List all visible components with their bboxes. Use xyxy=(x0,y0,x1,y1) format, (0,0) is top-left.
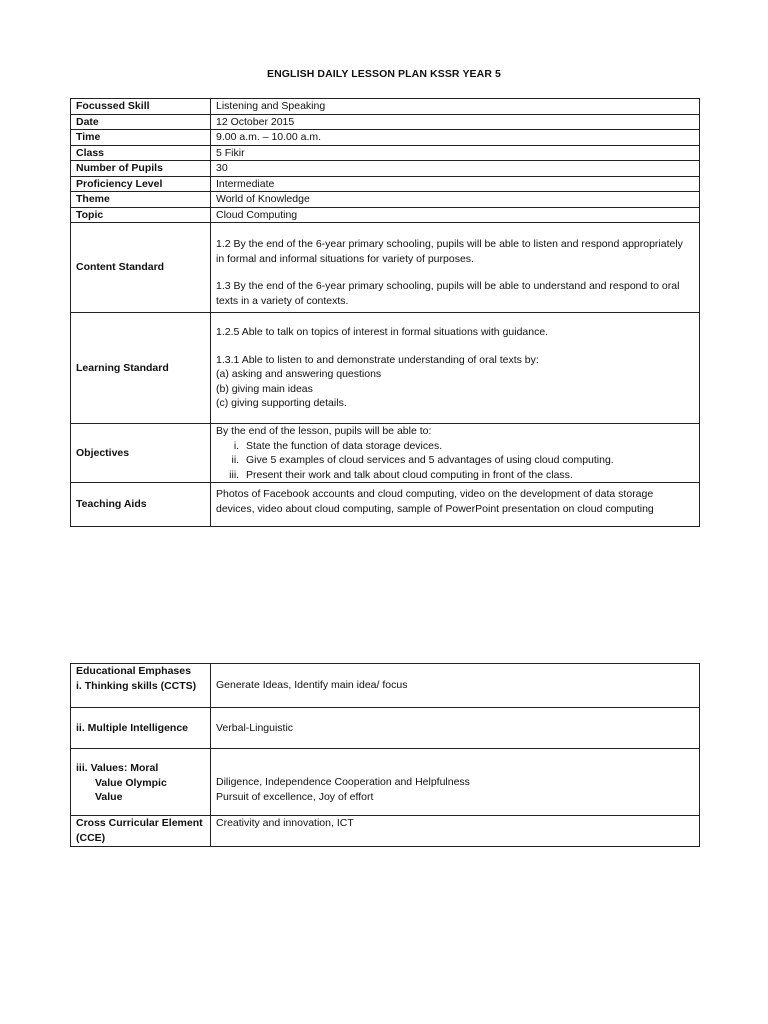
values-label xyxy=(71,749,211,816)
table-row xyxy=(71,114,700,130)
cce-value: Creativity and innovation, ICT xyxy=(211,816,700,847)
values-label-line: Value Olympic xyxy=(95,776,167,789)
table-row xyxy=(71,176,700,192)
teaching-aids-row xyxy=(71,483,700,527)
table-row xyxy=(71,145,700,161)
row-label: Proficiency Level xyxy=(71,176,211,192)
row-label: Theme xyxy=(71,192,211,208)
teaching-aids-value: Photos of Facebook accounts and cloud computing, video on the development of data storage devices, video about cloud computing, sample of PowerPoint presentation on cloud computing xyxy=(211,483,700,527)
table-row xyxy=(71,207,700,223)
learning-standard-item: 1.2.5 Able to talk on topics of interest in formal situations with guidance. xyxy=(216,326,549,338)
content-standard-value xyxy=(211,223,700,313)
row-value: Listening and Speaking xyxy=(211,99,700,115)
learning-standard-label: Learning Standard xyxy=(71,313,211,424)
table-row xyxy=(71,192,700,208)
row-value: Intermediate xyxy=(211,176,700,192)
learning-standard-subitem: (b) giving main ideas xyxy=(216,382,313,395)
learning-standard-subitem: (c) giving supporting details. xyxy=(216,397,347,409)
learning-standard-item: 1.3.1 Able to listen to and demonstrate understanding of oral texts by: xyxy=(216,353,539,366)
thinking-skills-label xyxy=(71,664,211,708)
cce-label: Cross Curricular Element (CCE) xyxy=(71,816,211,847)
document-title: ENGLISH DAILY LESSON PLAN KSSR YEAR 5 xyxy=(267,68,501,80)
content-standard-paragraph: 1.2 By the end of the 6-year primary schooling, pupils will be able to listen and respond appropriately in formal and informal situations for variety of purposes. xyxy=(216,238,683,265)
objectives-row xyxy=(71,424,700,483)
objective-item: i. State the function of data storage devices. xyxy=(242,439,694,454)
values-row xyxy=(71,749,700,816)
row-label: Time xyxy=(71,130,211,146)
teaching-aids-label: Teaching Aids xyxy=(71,483,211,527)
cce-row xyxy=(71,816,700,847)
row-value: World of Knowledge xyxy=(211,192,700,208)
learning-standard-value xyxy=(211,313,700,424)
content-standard-row xyxy=(71,223,700,313)
values-label-line: Value xyxy=(95,791,123,803)
learning-standard-row xyxy=(71,313,700,424)
row-label: Focussed Skill xyxy=(71,99,211,115)
content-standard-paragraph: 1.3 By the end of the 6-year primary schooling, pupils will be able to understand and respond to oral texts in a variety of contexts. xyxy=(216,280,680,307)
row-label: Class xyxy=(71,145,211,161)
row-value: 12 October 2015 xyxy=(211,114,700,130)
multiple-intelligence-value: Verbal-Linguistic xyxy=(211,708,700,749)
objectives-value xyxy=(211,424,700,483)
educational-emphases-table xyxy=(70,663,700,847)
multiple-intelligence-label: ii. Multiple Intelligence xyxy=(71,708,211,749)
objectives-list xyxy=(216,439,694,483)
row-value: 9.00 a.m. – 10.00 a.m. xyxy=(211,130,700,146)
row-value: 30 xyxy=(211,161,700,177)
lesson-details-table xyxy=(70,98,700,527)
objectives-intro: By the end of the lesson, pupils will be able to: xyxy=(216,425,432,437)
table-row xyxy=(71,99,700,115)
table-row xyxy=(71,130,700,146)
emphases-heading: Educational Emphases xyxy=(76,665,191,677)
thinking-skills-heading: i. Thinking skills (CCTS) xyxy=(76,679,197,692)
row-value: Cloud Computing xyxy=(211,207,700,223)
content-standard-label: Content Standard xyxy=(71,223,211,313)
thinking-skills-row xyxy=(71,664,700,708)
learning-standard-subitem: (a) asking and answering questions xyxy=(216,368,382,380)
multiple-intelligence-row xyxy=(71,708,700,749)
objective-item: ii. Give 5 examples of cloud services and 5 advantages of using cloud computing. xyxy=(242,453,694,468)
values-label-line: iii. Values: Moral xyxy=(76,762,159,774)
row-label: Number of Pupils xyxy=(71,161,211,177)
thinking-skills-value: Generate Ideas, Identify main idea/ focus xyxy=(211,664,700,708)
values-value-line: Diligence, Independence Cooperation and Helpfulness xyxy=(216,776,470,788)
row-value: 5 Fikir xyxy=(211,145,700,161)
table-row xyxy=(71,161,700,177)
values-value-line: Pursuit of excellence, Joy of effort xyxy=(216,790,374,803)
objectives-label: Objectives xyxy=(71,424,211,483)
objective-item: iii. Present their work and talk about cloud computing in front of the class. xyxy=(242,468,694,483)
values-value xyxy=(211,749,700,816)
row-label: Topic xyxy=(71,207,211,223)
row-label: Date xyxy=(71,114,211,130)
